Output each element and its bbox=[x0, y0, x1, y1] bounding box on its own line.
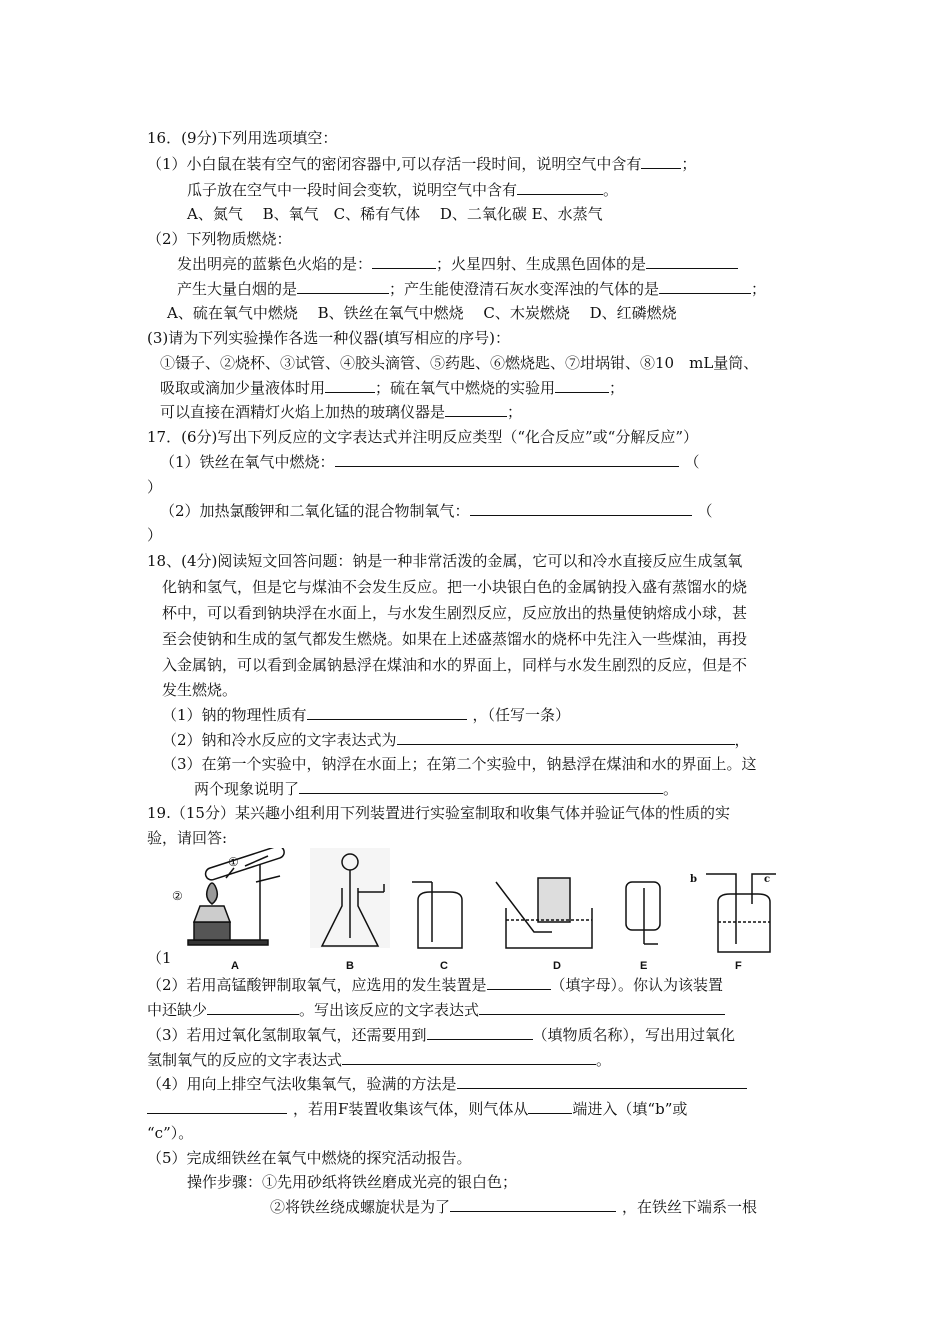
punct: 。 bbox=[663, 780, 679, 798]
apparatus-label-f: F bbox=[735, 960, 742, 972]
text: （填物质名称），写出用过氧化 bbox=[532, 1026, 736, 1044]
answer-blank[interactable] bbox=[335, 452, 679, 467]
q16-part3-list: ①镊子、②烧杯、③试管、④胶头滴管、⑤药匙、⑥燃烧匙、⑦坩埚钳、⑧10 mL量筒、 bbox=[160, 354, 759, 372]
text: 可以直接在酒精灯火焰上加热的玻璃仪器是 bbox=[160, 403, 446, 421]
text: （2）钠和冷水反应的文字表达式为 bbox=[162, 731, 397, 749]
q16-part2-title: （2）下列物质燃烧： bbox=[147, 230, 292, 248]
q17-part2 bbox=[160, 501, 713, 521]
answer-blank[interactable] bbox=[445, 402, 507, 417]
q19-line2: 验，请回答: bbox=[147, 829, 228, 847]
port-b-label: b bbox=[690, 874, 697, 885]
apparatus-label-a: A bbox=[231, 960, 239, 972]
q19-part4-line3: “c”）。 bbox=[147, 1124, 194, 1142]
answer-blank[interactable] bbox=[397, 730, 735, 745]
q19-part5-step1: 操作步骤：①先用砂纸将铁丝磨成光亮的银白色； bbox=[187, 1173, 518, 1191]
answer-blank[interactable] bbox=[487, 975, 551, 990]
q17-part1 bbox=[160, 452, 700, 472]
q18-line4: 至会使钠和生成的氢气都发生燃烧。如果在上述盛蒸馏水的烧杯中先注入一些煤油，再投 bbox=[162, 630, 748, 648]
q19-part4-line2 bbox=[147, 1099, 687, 1119]
answer-blank[interactable] bbox=[555, 378, 609, 393]
text: ，（任写一条） bbox=[472, 706, 571, 724]
port-c-label: c bbox=[764, 874, 771, 885]
q18-part3-line2 bbox=[194, 779, 678, 799]
q19-part1-fragment: （1 bbox=[147, 949, 172, 967]
text: 中还缺少 bbox=[147, 1001, 208, 1019]
marker-1: ① bbox=[228, 855, 239, 869]
text: （3）若用过氧化氢制取氧气，还需要用到 bbox=[147, 1026, 427, 1044]
q18-part2 bbox=[162, 730, 750, 750]
text: 两个现象说明了 bbox=[194, 780, 300, 798]
apparatus-figure bbox=[150, 848, 790, 976]
text: ，若用F装置收集该气体，则气体从 bbox=[293, 1100, 529, 1118]
q19-part2-line1 bbox=[147, 975, 723, 995]
text: 吸取或滴加少量液体时用 bbox=[160, 379, 326, 397]
q17-close-paren-1: ） bbox=[147, 478, 163, 496]
punct: （ bbox=[697, 502, 713, 520]
apparatus-label-e: E bbox=[640, 960, 648, 972]
q16-part3-line2 bbox=[160, 402, 522, 422]
q18-part3: （3）在第一个实验中，钠浮在水面上；在第二个实验中，钠悬浮在煤油和水的界面上。这 bbox=[162, 755, 757, 773]
text: 产生大量白烟的是 bbox=[177, 280, 298, 298]
answer-blank[interactable] bbox=[646, 254, 738, 269]
q19-part2-line2 bbox=[147, 1000, 725, 1020]
q19-line1: 19.（15分）某兴趣小组利用下列装置进行实验室制取和收集气体并验证气体的性质的实 bbox=[147, 804, 730, 822]
q19-part3-line2 bbox=[147, 1050, 611, 1070]
punct: ； bbox=[609, 379, 625, 397]
q16-part2-line1 bbox=[177, 254, 738, 274]
answer-blank[interactable] bbox=[517, 180, 603, 195]
marker-2: ② bbox=[172, 889, 183, 903]
answer-blank[interactable] bbox=[372, 254, 436, 269]
text: ；火星四射、生成黑色固体的是 bbox=[436, 255, 647, 273]
answer-blank[interactable] bbox=[299, 779, 663, 794]
text: 氢制氧气的反应的文字表达式 bbox=[147, 1051, 343, 1069]
text: 发出明亮的蓝紫色火焰的是： bbox=[177, 255, 373, 273]
text: 。写出该反应的文字表达式 bbox=[299, 1001, 480, 1019]
text: ；产生能使澄清石灰水变浑浊的气体的是 bbox=[389, 280, 660, 298]
q18-line1: 18、(4分)阅读短文回答问题：钠是一种非常活泼的金属，它可以和冷水直接反应生成氢氧 bbox=[147, 552, 743, 570]
text: ，在铁丝下端系一根 bbox=[622, 1198, 758, 1216]
q18-line5: 入金属钠，可以看到金属钠悬浮在煤油和水的界面上，同样与水发生剧烈的反应，但是不 bbox=[162, 656, 748, 674]
apparatus-label-d: D bbox=[553, 960, 561, 972]
answer-blank[interactable] bbox=[297, 279, 389, 294]
answer-blank[interactable] bbox=[307, 705, 467, 720]
text: （填字母）。你认为该装置 bbox=[550, 976, 724, 994]
answer-blank[interactable] bbox=[479, 1000, 725, 1015]
answer-blank[interactable] bbox=[659, 279, 751, 294]
q16-part2-options: A、硫在氧气中燃烧 B、铁丝在氧气中燃烧 C、木炭燃烧 D、红磷燃烧 bbox=[167, 304, 677, 322]
text: ②将铁丝绕成螺旋状是为了 bbox=[270, 1198, 451, 1216]
q19-part5-step2 bbox=[270, 1197, 757, 1217]
q19-part4-line1 bbox=[147, 1074, 747, 1094]
answer-blank[interactable] bbox=[147, 1099, 287, 1114]
punct: ； bbox=[751, 280, 767, 298]
answer-blank[interactable] bbox=[450, 1197, 616, 1212]
apparatus-d bbox=[496, 878, 592, 948]
punct: ； bbox=[681, 155, 697, 173]
answer-blank[interactable] bbox=[457, 1074, 747, 1089]
apparatus-label-c: C bbox=[440, 960, 448, 972]
q16-part3-title: (3)请为下列实验操作各选一种仪器(填写相应的序号)： bbox=[147, 329, 510, 347]
q17-close-paren-2: ） bbox=[147, 526, 163, 544]
answer-blank[interactable] bbox=[641, 154, 681, 169]
text: 端进入（填“b”或 bbox=[572, 1100, 688, 1118]
text: （4）用向上排空气法收集氧气，验满的方法是 bbox=[147, 1075, 457, 1093]
apparatus-e bbox=[626, 882, 660, 944]
answer-blank[interactable] bbox=[470, 501, 692, 516]
q16-part1-options: A、氮气 B、氧气 C、稀有气体 D、二氧化碳 E、水蒸气 bbox=[187, 205, 603, 223]
answer-blank[interactable] bbox=[207, 1000, 299, 1015]
punct: 。 bbox=[596, 1051, 612, 1069]
answer-blank[interactable] bbox=[342, 1050, 596, 1065]
text: ；硫在氧气中燃烧的实验用 bbox=[375, 379, 556, 397]
q18-line2: 化钠和氢气，但是它与煤油不会发生反应。把一小块银白色的金属钠投入盛有蒸馏水的烧 bbox=[162, 578, 748, 596]
answer-blank[interactable] bbox=[528, 1099, 572, 1114]
q16-part1-line2 bbox=[187, 180, 618, 200]
punct: （ bbox=[684, 453, 700, 471]
text: （1）钠的物理性质有 bbox=[162, 706, 307, 724]
q18-line3: 杯中，可以看到钠块浮在水面上，与水发生剧烈反应，反应放出的热量使钠熔成小球，甚 bbox=[162, 604, 748, 622]
punct: 。 bbox=[603, 181, 619, 199]
q17-title: 17．(6分)写出下列反应的文字表达式并注明反应类型（“化合反应”或“分解反应”） bbox=[147, 428, 699, 446]
q16-part2-line2 bbox=[177, 279, 766, 299]
apparatus-c bbox=[412, 882, 462, 948]
q16-part1b-text: 瓜子放在空气中一段时间会变软，说明空气中含有 bbox=[187, 181, 518, 199]
text: （1）铁丝在氧气中燃烧： bbox=[160, 453, 335, 471]
q19-part3-line1 bbox=[147, 1025, 735, 1045]
q16-part1-text: （1）小白鼠在装有空气的密闭容器中,可以存活一段时间，说明空气中含有 bbox=[147, 155, 642, 173]
text: （2）若用高锰酸钾制取氧气，应选用的发生装置是 bbox=[147, 976, 487, 994]
apparatus-label-b: B bbox=[346, 960, 354, 972]
q19-part5-title: （5）完成细铁丝在氧气中燃烧的探究活动报告。 bbox=[147, 1149, 472, 1167]
punct: ， bbox=[734, 731, 750, 749]
text: （2）加热氯酸钾和二氧化锰的混合物制氧气： bbox=[160, 502, 470, 520]
answer-blank[interactable] bbox=[427, 1025, 533, 1040]
q16-part1-line1 bbox=[147, 154, 696, 174]
q16-part3-line1 bbox=[160, 378, 624, 398]
answer-blank[interactable] bbox=[325, 378, 375, 393]
q18-line6: 发生燃烧。 bbox=[162, 681, 238, 699]
q18-part1 bbox=[162, 705, 570, 725]
apparatus-b bbox=[310, 848, 390, 948]
punct: ； bbox=[507, 403, 523, 421]
q16-title: 16．(9分)下列用选项填空： bbox=[147, 129, 338, 147]
